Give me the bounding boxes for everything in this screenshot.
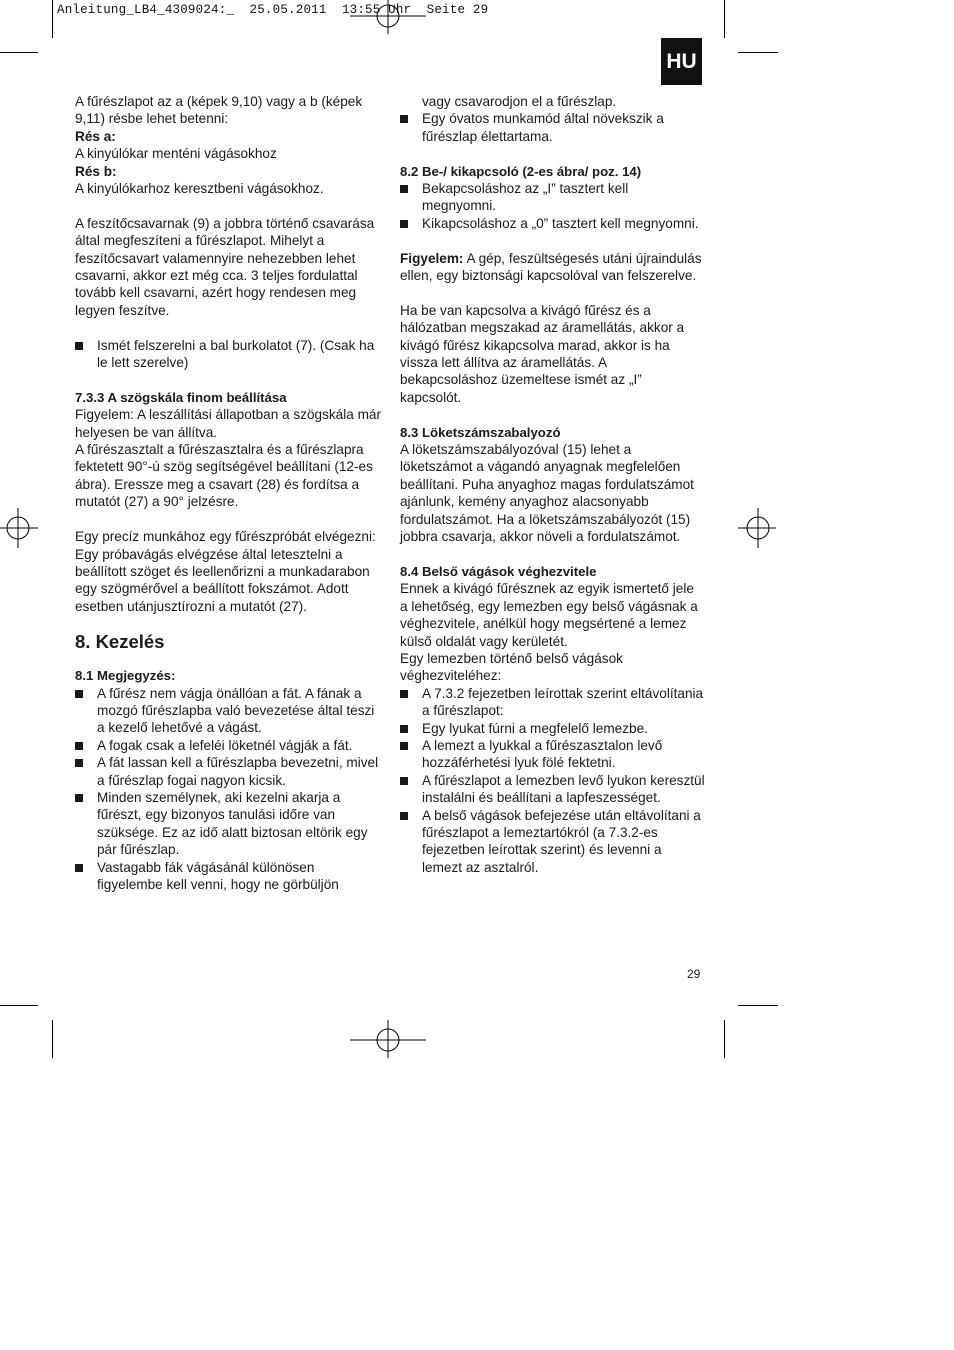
bullet-square-icon — [400, 185, 408, 193]
section-heading-8-4: 8.4 Belső vágások véghezvitele — [400, 563, 597, 579]
bullet-square-icon — [75, 342, 83, 350]
bullet-list — [75, 337, 383, 372]
section-heading-8: 8. Kezelés — [75, 631, 165, 653]
section-heading-7-3-3: 7.3.3 A szögskála finom beállítása — [75, 389, 287, 405]
bullet-list-8-2 — [400, 180, 705, 232]
right-column — [400, 93, 705, 876]
slot-b-label: Rés b: — [75, 163, 117, 179]
list-continuation: vagy csavarodjon el a fűrészlap. — [422, 94, 617, 109]
slot-a-text: A kinyúlókar menténi vágásokhoz — [75, 146, 277, 162]
list-item: Egy lyukat fúrni a megfelelő lemezbe. — [400, 720, 705, 737]
paragraph-power-loss: Ha be van kapcsolva a kivágó fűrész és a hálózatban megszakad az áramellátás, akkor a kivágó fűrész kikapcsolva marad, akkor is ha vissza lett állítva az áramellátás. A bekapcsoláshoz üzemeltese ismét az „I” kapcsolót. — [400, 302, 685, 405]
list-item: Ismét felszerelni a bal burkolatot (7). (Csak ha le lett szerelve) — [75, 337, 383, 372]
crop-mark — [738, 1005, 778, 1006]
bullet-square-icon — [400, 690, 408, 698]
list-item: A lemezt a lyukkal a fűrészasztalon levő hozzáférhetési lyuk fölé fektetni. — [400, 737, 705, 772]
paragraph-inner-cuts-intro: Egy lemezben történő belső vágások véghezviteléhez: — [400, 650, 623, 684]
bullet-square-icon — [400, 742, 408, 750]
crop-mark — [52, 1020, 53, 1058]
crop-mark — [0, 52, 38, 53]
paragraph-inner-cuts: Ennek a kivágó fűrésznek az egyik ismertető jele a lehetőség, egy lemezben egy belső vágásnak a véghezvitele, anélkül hogy megsértené a lemez külső oldalát vagy kerületét. — [400, 581, 698, 649]
registration-mark-icon — [350, 0, 430, 35]
bullet-square-icon — [400, 115, 408, 123]
crop-mark — [0, 1005, 38, 1006]
registration-mark-icon — [350, 1020, 430, 1060]
list-item: Vastagabb fák vágásánál különösen figyelembe kell venni, hogy ne görbüljön — [75, 859, 383, 894]
bullet-square-icon — [75, 864, 83, 872]
list-item: A belső vágások befejezése után eltávolítani a fűrészlapot a lemeztartókról (a 7.3.2-es fejezetben leírottak szerint) és levenni a lemezt az asztalról. — [400, 807, 705, 877]
section-heading-8-3: 8.3 Löketszámszabalyozó — [400, 424, 561, 440]
crop-mark — [724, 0, 725, 38]
print-header: Anleitung_LB4_4309024:_ 25.05.2011 13:55 Uhr Seite 29 — [57, 3, 489, 17]
paragraph-test-cut-intro: Egy precíz munkához egy fűrészpróbát elvégezni: — [75, 529, 376, 545]
page-number: 29 — [687, 967, 701, 981]
language-tab: HU — [661, 38, 702, 85]
paragraph-angle-setup: A fűrészasztalt a fűrészasztalra és a fűrészlapra fektetett 90°-ú szög segítségével beállítani (12-es ábra). Eressze meg a csavart (28) és fordítsa a mutatót (27) a 90° jelzésre. — [75, 442, 373, 510]
list-item: Kikapcsoláshoz a „0” tasztert kell megnyomni. — [400, 215, 705, 232]
bullet-square-icon — [75, 690, 83, 698]
list-item: Bekapcsoláshoz az „I” tasztert kell megnyomni. — [400, 180, 705, 215]
registration-mark-icon — [738, 508, 778, 548]
section-heading-8-2: 8.2 Be-/ kikapcsoló (2-es ábra/ poz. 14) — [400, 163, 642, 179]
bullet-list-8-4 — [400, 685, 705, 876]
bullet-square-icon — [75, 759, 83, 767]
bullet-list — [400, 110, 705, 145]
list-item: Minden személynek, aki kezelni akarja a fűrészt, egy bizonyos tanulási időre van szüksége. Ez az idő alatt biztosan eltörik egy pár fűrészlap. — [75, 789, 383, 859]
left-column — [75, 93, 383, 893]
bullet-square-icon — [400, 777, 408, 785]
list-item: A fogak csak a lefeléi löketnél vágják a fát. — [75, 737, 383, 754]
slot-b-text: A kinyúlókarhoz keresztbeni vágásokhoz. — [75, 181, 324, 197]
section-heading-8-1: 8.1 Megjegyzés: — [75, 668, 176, 684]
registration-mark-icon — [0, 508, 40, 548]
paragraph-blade-slots: A fűrészlapot az a (képek 9,10) vagy a b (képek 9,11) résbe lehet betenni: — [75, 94, 363, 127]
list-item: A fát lassan kell a fűrészlapba bevezetni, mivel a fűrészlap fogai nagyon kicsik. — [75, 754, 383, 789]
list-item: A 7.3.2 fejezetben leírottak szerint eltávolítania a fűrészlapot: — [400, 685, 705, 720]
list-item: Egy óvatos munkamód által növekszik a fűrészlap élettartama. — [400, 110, 705, 145]
crop-mark — [738, 52, 778, 53]
paragraph-warning: Figyelem: A gép, feszültségesés utáni újraindulás ellen, egy biztonsági kapcsolóval van felszerelve. — [400, 250, 702, 284]
crop-mark — [724, 1020, 725, 1058]
warning-label: Figyelem: — [400, 250, 464, 266]
list-item: A fűrészlapot a lemezben levő lyukon keresztül instalálni és beállítani a lapfeszességet. — [400, 772, 705, 807]
bullet-square-icon — [400, 220, 408, 228]
crop-mark — [52, 0, 53, 38]
bullet-square-icon — [400, 812, 408, 820]
paragraph-angle-note: Figyelem: A leszállítási állapotban a szögskála már helyesen be van állítva. — [75, 407, 382, 440]
paragraph-tension-screw: A feszítőcsavarnak (9) a jobbra történő csavarása által megfeszíteni a fűrészlapot. Mihelyt a feszítőcsavart valamennyire nehezebben lehet csavarni, akkor ezt még cca. 3 teljes fordulattal tovább kell csavarni, azért hogy rendesen meg legyen feszítve. — [75, 215, 375, 318]
slot-a-label: Rés a: — [75, 128, 116, 144]
bullet-square-icon — [75, 742, 83, 750]
paragraph-stroke-rate: A löketszámszabályozóval (15) lehet a löketszámot a vágandó anyagnak megfelelően beállítani. Puha anyaghoz magas fordulatszámot ajánlunk, kemény anyaghoz alacsonyabb fordulatszámot. Ha a löketszámszabályozót (15) jobbra csavarja, akkor növeli a fordulatszámot. — [400, 442, 694, 545]
bullet-square-icon — [400, 725, 408, 733]
paragraph-test-cut: Egy próbavágás elvégzése által letesztelni a beállított szöget és leellenőrizni a munkadarabon egy szögmérővel a beállított fokszámot. Adott esetben utánjusztírozni a mutatót (27). — [75, 546, 370, 614]
bullet-list-8-1 — [75, 685, 383, 894]
list-item: A fűrész nem vágja önállóan a fát. A fának a mozgó fűrészlapba való bevezetése által teszi a kezelő lehetővé a vágást. — [75, 685, 383, 737]
bullet-square-icon — [75, 794, 83, 802]
